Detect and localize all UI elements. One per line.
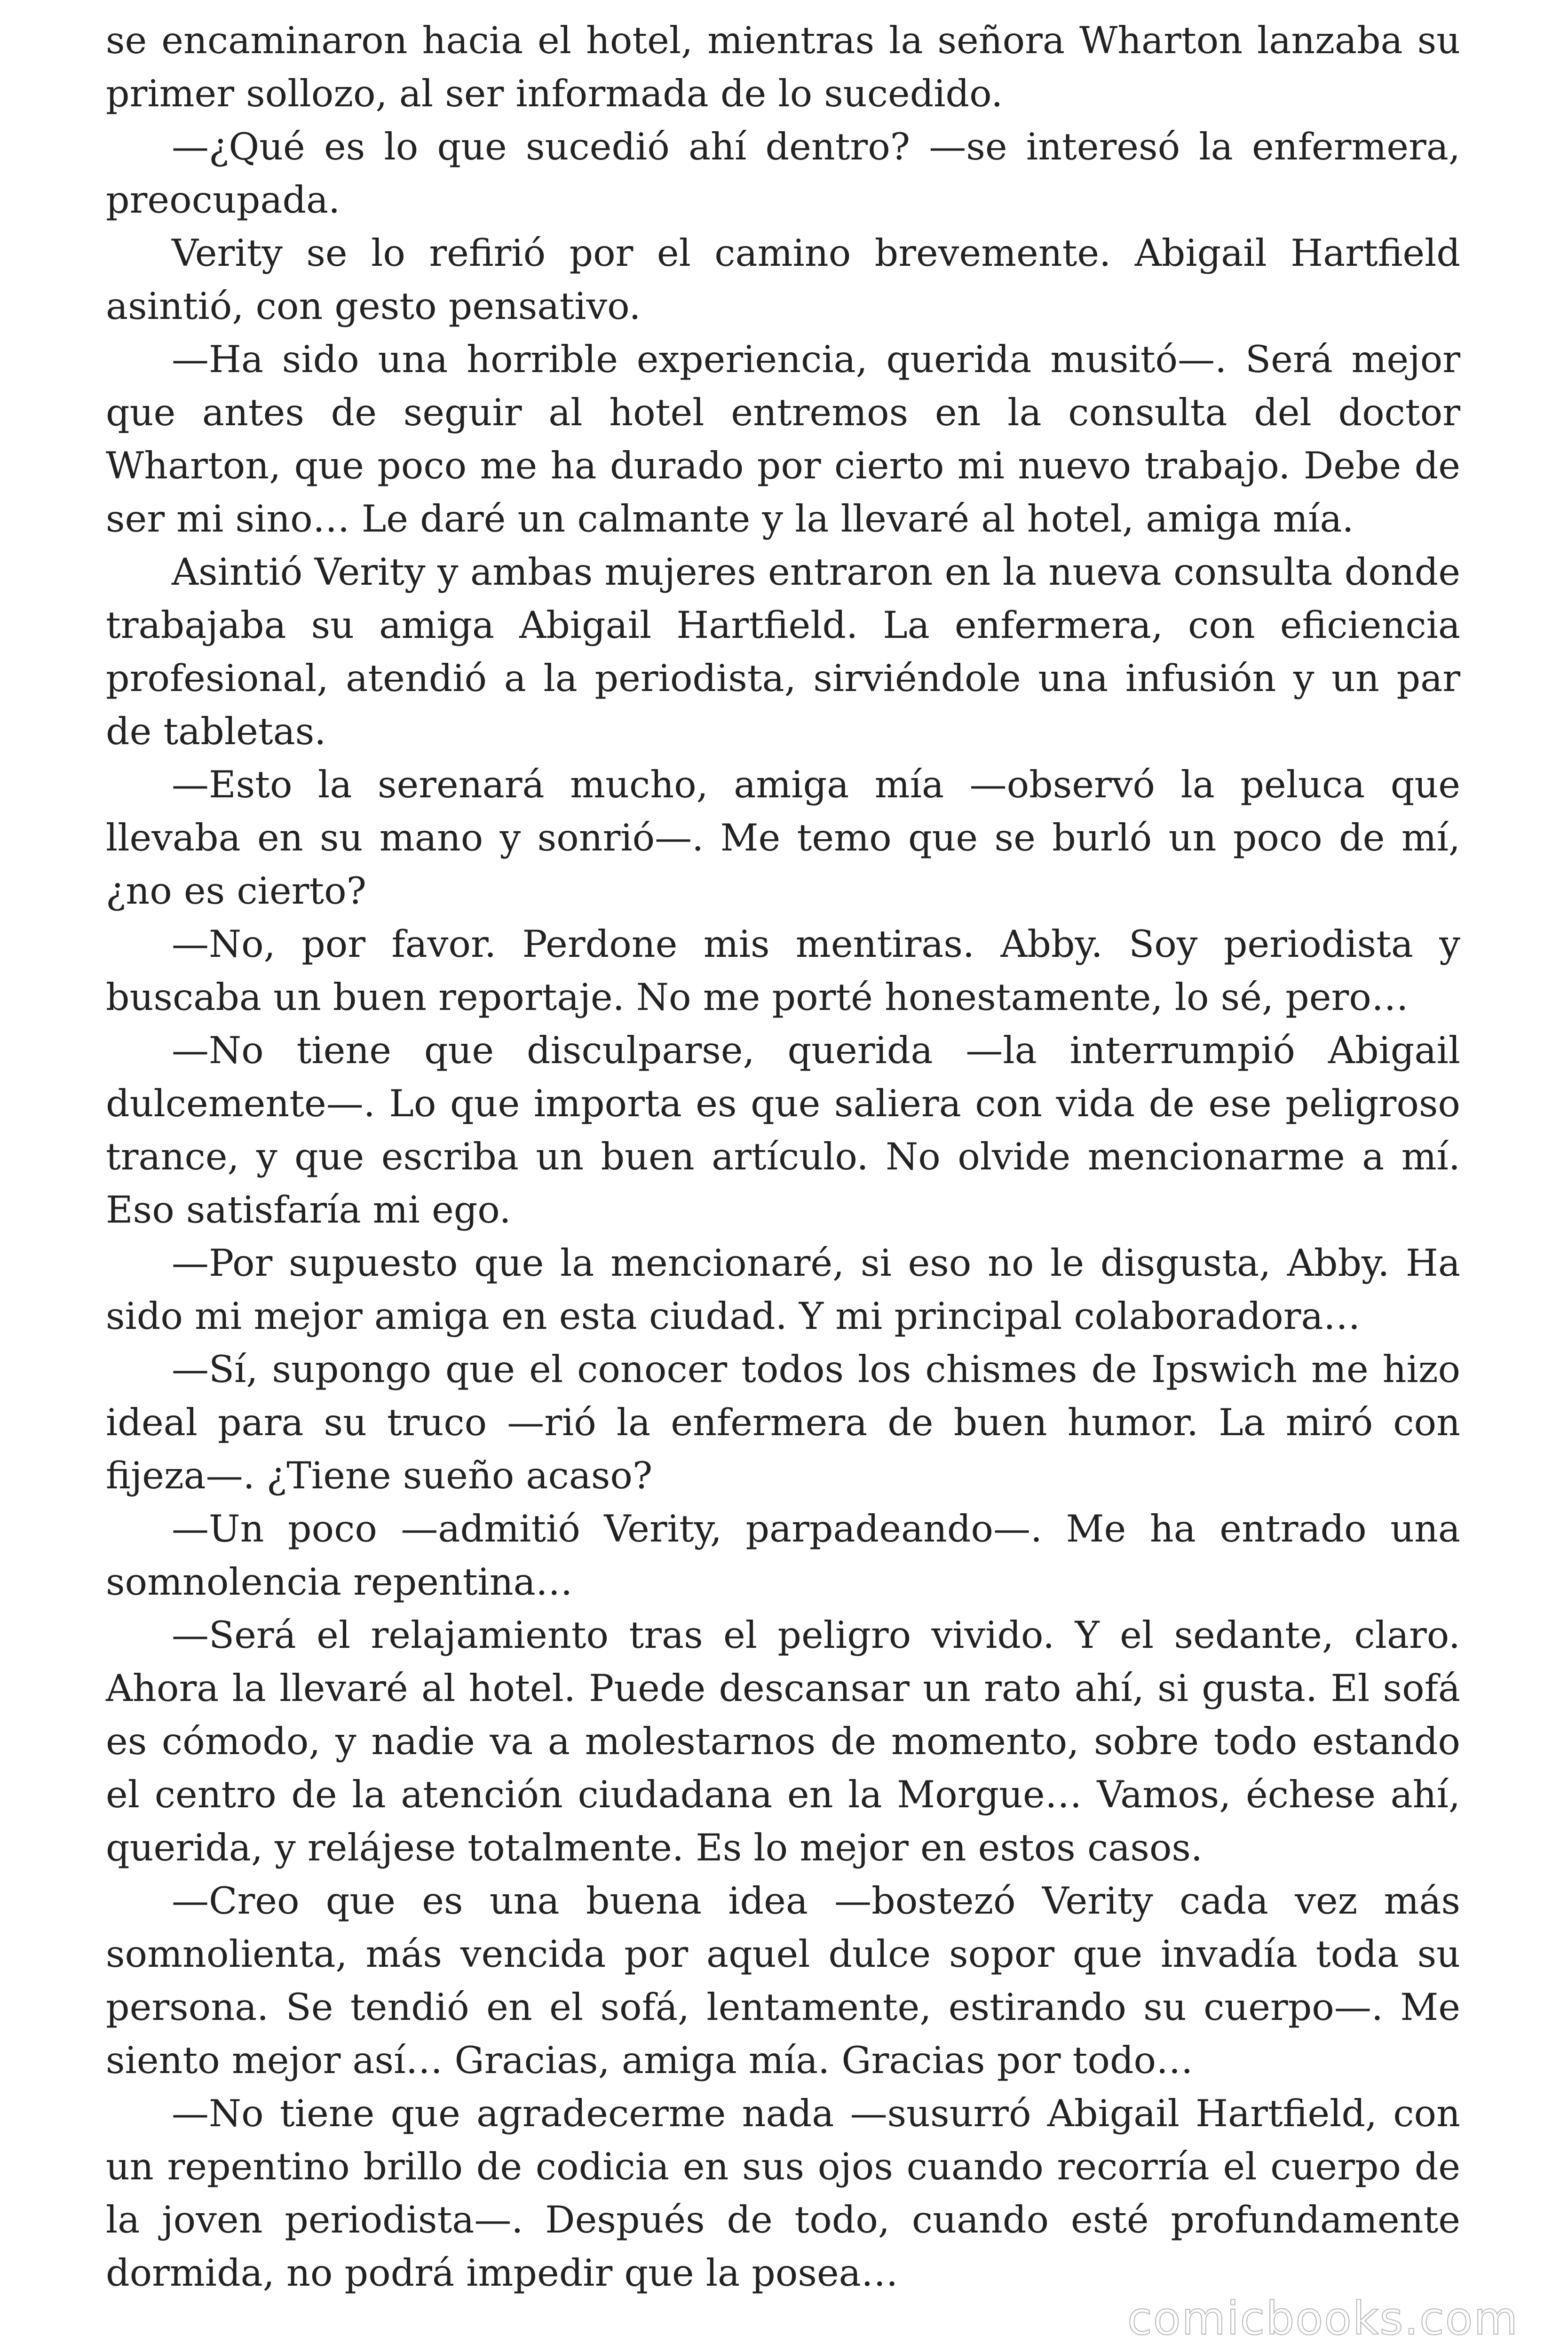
paragraph: —¿Qué es lo que sucedió ahí dentro? —se interesó la enfermera, preocupada. [106,125,1460,222]
paragraph: Verity se lo refirió por el camino brevemente. Abigail Hartfield asintió, con gesto pensativo. [106,231,1460,328]
paragraph: —Creo que es una buena idea —bostezó Verity cada vez más somnolienta, más vencida por aquel dulce sopor que invadía toda su persona. Se tendió en el sofá, lentamente, estirando su cuerpo—. Me siento mejor así… Gracias, amiga mía. Gracias por todo… [106,1879,1460,2082]
watermark: comicbooks.com [1127,2292,1519,2345]
paragraph: —No, por favor. Perdone mis mentiras. Abby. Soy periodista y buscaba un buen reportaje. No me porté honestamente, lo sé, pero… [106,922,1460,1019]
paragraph: —No tiene que agradecerme nada —susurró Abigail Hartfield, con un repentino brillo de codicia en sus ojos cuando recorría el cuerpo de la joven periodista—. Después de todo, cuando esté profundamente dormida, no podrá impedir que la posea… [106,2092,1460,2295]
paragraph: —Esto la serenará mucho, amiga mía —observó la peluca que llevaba en su mano y sonrió—. Me temo que se burló un poco de mí, ¿no es cierto? [106,763,1460,913]
paragraph: —Será el relajamiento tras el peligro vivido. Y el sedante, claro. Ahora la llevaré al hotel. Puede descansar un rato ahí, si gusta. El sofá es cómodo, y nadie va a molestarnos de momento, sobre todo estando el centro de la atención ciudadana en la Morgue… Vamos, échese ahí, querida, y relájese totalmente. Es lo mejor en estos casos. [106,1613,1460,1869]
paragraph: Asintió Verity y ambas mujeres entraron en la nueva consulta donde trabajaba su amiga Abigail Hartfield. La enfermera, con eficiencia profesional, atendió a la periodista, sirviéndole una infusión y un par de tabletas. [106,550,1460,753]
paragraph: —Sí, supongo que el conocer todos los chismes de Ipswich me hizo ideal para su truco —rió la enfermera de buen humor. La miró con fijeza—. ¿Tiene sueño acaso? [106,1348,1460,1497]
paragraph: —No tiene que disculparse, querida —la interrumpió Abigail dulcemente—. Lo que importa es que saliera con vida de ese peligroso trance, y que escriba un buen artículo. No olvide mencionarme a mí. Eso satisfaría mi ego. [106,1029,1460,1232]
page-body [106,14,1460,2300]
paragraph: se encaminaron hacia el hotel, mientras la señora Wharton lanzaba su primer sollozo, al ser informada de lo sucedido. [106,19,1460,115]
paragraph: —Por supuesto que la mencionaré, si eso no le disgusta, Abby. Ha sido mi mejor amiga en esta ciudad. Y mi principal colaboradora… [106,1241,1460,1338]
paragraph: —Un poco —admitió Verity, parpadeando—. Me ha entrado una somnolencia repentina… [106,1507,1460,1604]
paragraph: —Ha sido una horrible experiencia, querida musitó—. Será mejor que antes de seguir al hotel entremos en la consulta del doctor Wharton, que poco me ha durado por cierto mi nuevo trabajo. Debe de ser mi sino… Le daré un calmante y la llevaré al hotel, amiga mía. [106,338,1460,540]
